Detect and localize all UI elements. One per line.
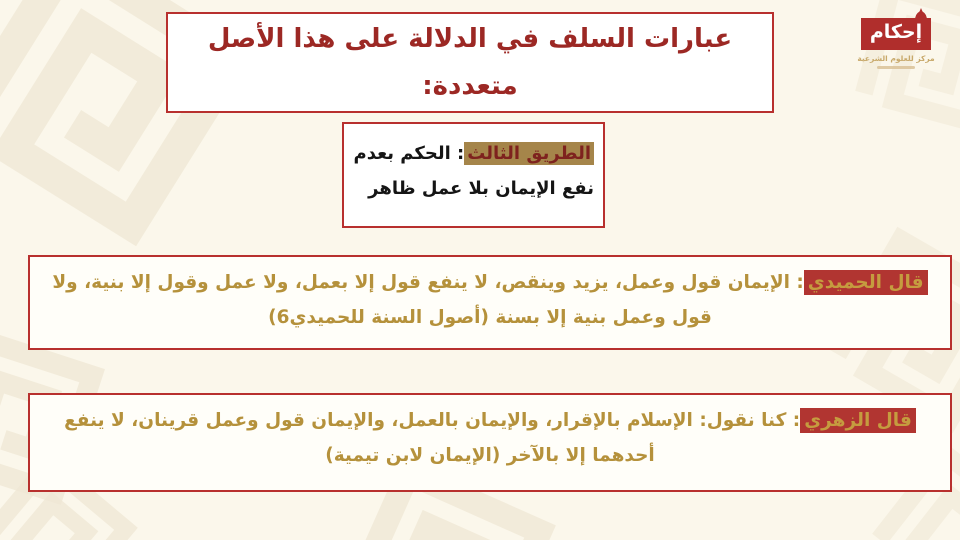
method-box: [342, 122, 605, 228]
quote-zuhri-text: كنا نقول: الإسلام بالإقرار، والإيمان بالعمل، والإيمان قول وعمل قرينان، لا ينفع أحدهما إلا بالآخر (الإيمان لابن تيمية): [64, 410, 787, 467]
dome-icon: [913, 8, 929, 21]
quote-humaydi-label-highlight: قال الحميدي: [804, 270, 928, 295]
quote-humaydi-text: الإيمان قول وعمل، يزيد وينقص، لا ينفع قول إلا بعمل، ولا عمل وقول إلا بنية، ولا قول وعمل بنية إلا بسنة (أصول السنة للحميدي6): [52, 272, 790, 329]
method-text: الحكم بعدم نفع الإيمان بلا عمل ظاهر: [353, 143, 594, 200]
quote-box-humaydi: [28, 255, 952, 350]
slide-title-line-1: عبارات السلف في الدلالة على هذا الأصل: [207, 24, 733, 55]
slide-title-box: [166, 12, 774, 113]
quote-zuhri-separator: :: [786, 410, 801, 431]
ihkam-logo: [848, 18, 944, 69]
quote-zuhri-label-highlight: قال الزهري: [800, 408, 916, 433]
ihkam-logo-wordmark: [861, 18, 931, 50]
slide-title-line-2: متعددة:: [422, 70, 518, 101]
quote-humaydi-separator: :: [789, 272, 804, 293]
quote-box-zuhri: [28, 393, 952, 492]
method-separator: :: [450, 143, 465, 164]
logo-subtext-line: [877, 66, 915, 69]
method-label-highlight: الطريق الثالث: [464, 142, 594, 165]
logo-text: إحكام: [869, 21, 923, 43]
logo-tagline: مركز للعلوم الشرعية: [857, 53, 935, 63]
